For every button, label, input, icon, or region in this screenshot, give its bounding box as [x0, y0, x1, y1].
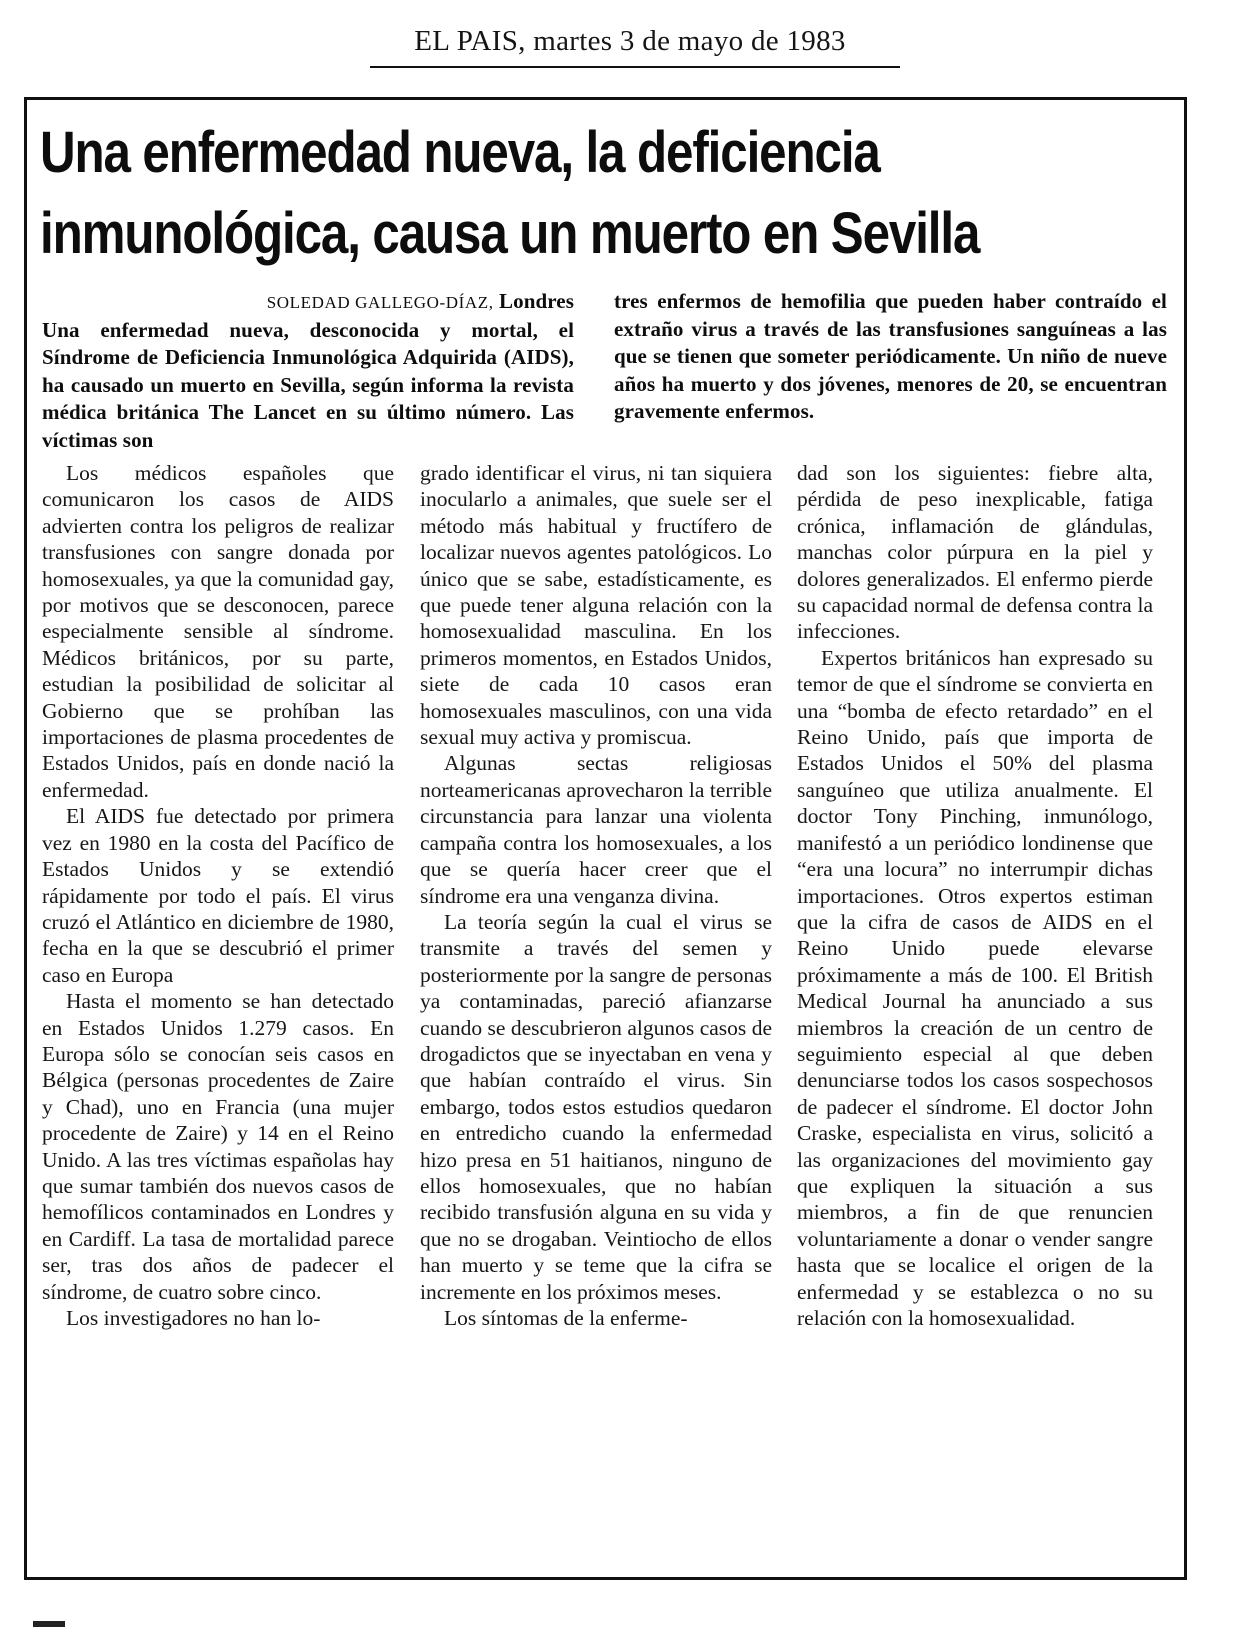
body-paragraph: Los síntomas de la enferme- [444, 1306, 688, 1330]
body-column-3 [797, 460, 1153, 1331]
body-paragraph: Los médicos españoles que comunicaron los casos de AIDS advierten contra los peligros de realizar transfusiones con sangre donada por homosexuales, ya que la comunidad gay, por motivos que se desconocen, parece especialmente sensible al síndrome. Médicos británicos, por su parte, estudian la posibilidad de solicitar al Gobierno que se prohíban las importaciones de plasma procedentes de Estados Unidos, país en donde nació la enfermedad. [42, 461, 394, 802]
body-paragraph: dad son los siguientes: fiebre alta, pérdida de peso inexplicable, fatiga crónica, inflamación de glándulas, manchas color púrpura en la piel y dolores generalizados. El enfermo pierde su capacidad normal de defensa contra la infecciones. [797, 461, 1153, 644]
byline [42, 288, 574, 317]
article-frame-top-rule [24, 97, 1184, 100]
lead-paragraph-left: Una enfermedad nueva, desconocida y mortal, el Síndrome de Deficiencia Inmunológica Adquirida (AIDS), ha causado un muerto en Sevilla, según informa la revista médica británica The Lancet en su último número. Las víctimas son [42, 317, 574, 452]
headline [40, 112, 1009, 274]
article-frame-left-rule [24, 97, 27, 1577]
body-paragraph: La teoría según la cual el virus se transmite a través del semen y posteriormente por la sangre de personas ya contaminadas, pareció afianzarse cuando se descubrieron algunos casos de drogadictos que se inyectaban en vena y que habían contraído el virus. Sin embargo, todos estos estudios quedaron en entredicho cuando la enfermedad hizo presa en 51 haitianos, ninguno de ellos homosexuales, que no habían recibido transfusión alguna en su vida y que no se drogaban. Veintiocho de ellos han muerto y se teme que la cifra se incremente en los próximos meses. [420, 909, 772, 1304]
byline-author: SOLEDAD GALLEGO-DÍAZ, [266, 293, 494, 312]
article-frame-bottom-rule [24, 1577, 1187, 1580]
body-paragraph: grado identificar el virus, ni tan siquiera inocularlo a animales, que suele ser el método más habitual y fructífero de localizar nuevos agentes patológicos. Lo único que se sabe, estadísticamente, es que puede tener alguna relación con la homosexualidad masculina. En los primeros momentos, en Estados Unidos, siete de cada 10 casos eran homosexuales masculinos, con una vida sexual muy activa y promiscua. [420, 461, 772, 750]
lead-column-right [614, 288, 1167, 426]
body-paragraph: Expertos británicos han expresado su temor de que el síndrome se convierta en una “bomba de efecto retardado” en el Reino Unido, país que importa de Estados Unidos el 50% del plasma sanguíneo que utiliza anualmente. El doctor Tony Pinching, inmunólogo, manifestó a un periódico londinense que “era una locura” no interrumpir dichas importaciones. Otros expertos estiman que la cifra de casos de AIDS en el Reino Unido puede elevarse próximamente a más de 100. El British Medical Journal ha anunciado a sus miembros la creación de un centro de seguimiento especial al que deben denunciarse todos los casos sospechosos de padecer el síndrome. El doctor John Craske, especialista en virus, solicitó a las organizaciones del movimiento gay que expliquen la situación a sus miembros, a fin de que renuncien voluntariamente a donar o vender sangre hasta que se localice el origen de la enfermedad y se establezca o no su relación con la homosexualidad. [797, 645, 1153, 1330]
byline-city: Londres [499, 289, 574, 313]
article-frame-right-rule [1184, 97, 1187, 1577]
body-column-1 [42, 460, 394, 1331]
body-column-2 [420, 460, 772, 1331]
headline-line-1: Una enfermedad nueva, la deficiencia [40, 120, 880, 185]
dateline: EL PAIS, martes 3 de mayo de 1983 [414, 25, 846, 57]
body-paragraph: Algunas sectas religiosas norteamericanas aprovecharon la terrible circunstancia para lanzar una violenta campaña contra los homosexuales, a los que se quería hacer creer que el síndrome era una venganza divina. [420, 751, 772, 908]
lead-paragraph-right: tres enfermos de hemofilia que pueden haber contraído el extraño virus a través de las transfusiones sanguíneas a las que se tienen que someter periódicamente. Un niño de nueve años ha muerto y dos jóvenes, menores de 20, se encuentran gravemente enfermos. [614, 289, 1167, 423]
dateline-rule [370, 66, 900, 68]
body-paragraph: Hasta el momento se han detectado en Estados Unidos 1.279 casos. En Europa sólo se conocían seis casos en Bélgica (personas procedentes de Zaire y Chad), uno en Francia (una mujer procedente de Zaire) y 14 en el Reino Unido. A las tres víctimas españolas hay que sumar también dos nuevos casos de hemofílicos contaminados en Londres y en Cardiff. La tasa de mortalidad parece ser, tras dos años de padecer el síndrome, de cuatro sobre cinco. [42, 989, 394, 1304]
headline-line-2: inmunológica, causa un muerto en Sevilla [40, 201, 980, 266]
body-paragraph: El AIDS fue detectado por primera vez en 1980 en la costa del Pacífico de Estados Unidos y se extendió rápidamente por todo el país. El virus cruzó el Atlántico en diciembre de 1980, fecha en la que se descubrió el primer caso en Europa [42, 804, 394, 987]
lead-column-left [42, 288, 574, 454]
print-mark [33, 1621, 65, 1627]
body-paragraph: Los investigadores no han lo- [66, 1306, 321, 1330]
